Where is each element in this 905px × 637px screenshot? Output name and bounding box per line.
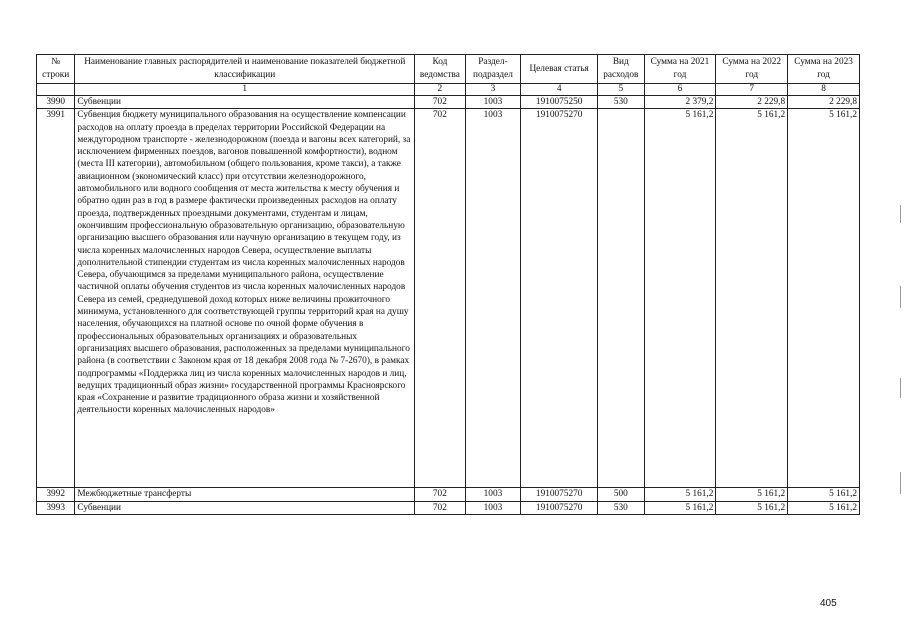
row-section: 1003	[465, 109, 521, 488]
row-number: 3991	[37, 109, 75, 488]
row-expense-type: 500	[598, 488, 645, 501]
header-sum-2023: Сумма на 2023 год	[788, 55, 860, 84]
row-number: 3992	[37, 488, 75, 501]
column-number: 3	[465, 84, 521, 96]
row-number: 3990	[37, 96, 75, 109]
row-sum-2023: 5 161,2	[788, 501, 860, 514]
header-department-code: Код ведомства	[415, 55, 466, 84]
row-expense-type	[598, 109, 645, 488]
column-number: 8	[788, 84, 860, 96]
header-name: Наименование главных распорядителей и наименование показателей бюджетной классификации	[75, 55, 415, 84]
row-sum-2022: 5 161,2	[716, 501, 788, 514]
table-row	[37, 501, 860, 514]
scan-edge-mark	[900, 378, 901, 398]
column-number: 7	[716, 84, 788, 96]
row-sum-2023: 5 161,2	[788, 488, 860, 501]
scan-edge-mark	[900, 205, 901, 223]
row-department-code: 702	[415, 96, 466, 109]
scan-edge-mark	[900, 472, 901, 494]
row-sum-2021: 5 161,2	[644, 109, 716, 488]
header-sum-2022: Сумма на 2022 год	[716, 55, 788, 84]
row-target-article: 1910075250	[521, 96, 598, 109]
row-expense-type: 530	[598, 501, 645, 514]
column-number: 4	[521, 84, 598, 96]
row-sum-2022: 5 161,2	[716, 488, 788, 501]
row-section: 1003	[465, 488, 521, 501]
column-number	[37, 84, 75, 96]
row-department-code: 702	[415, 109, 466, 488]
row-department-code: 702	[415, 501, 466, 514]
row-target-article: 1910075270	[521, 501, 598, 514]
column-number: 6	[644, 84, 716, 96]
header-row-number: № строки	[37, 55, 75, 84]
row-number: 3993	[37, 501, 75, 514]
budget-table	[36, 54, 860, 515]
column-number: 2	[415, 84, 466, 96]
page-number: 405	[820, 598, 837, 609]
row-target-article: 1910075270	[521, 109, 598, 488]
row-sum-2023: 5 161,2	[788, 109, 860, 488]
row-target-article: 1910075270	[521, 488, 598, 501]
row-sum-2023: 2 229,8	[788, 96, 860, 109]
row-name: Субвенции	[75, 501, 415, 514]
column-number: 5	[598, 84, 645, 96]
header-row	[37, 55, 860, 84]
row-section: 1003	[465, 501, 521, 514]
row-name: Субвенции	[75, 96, 415, 109]
row-section: 1003	[465, 96, 521, 109]
header-section: Раздел-подраздел	[465, 55, 521, 84]
row-name: Межбюджетные трансферты	[75, 488, 415, 501]
header-expense-type: Вид расходов	[598, 55, 645, 84]
row-sum-2021: 5 161,2	[644, 501, 716, 514]
header-sum-2021: Сумма на 2021 год	[644, 55, 716, 84]
row-sum-2022: 5 161,2	[716, 109, 788, 488]
row-sum-2021: 5 161,2	[644, 488, 716, 501]
row-name: Субвенция бюджету муниципального образования на осуществление компенсации расходов на оплату проезда в пределах территории Российской Федерации на междугородном транспорте - железнодорожном (поезда и вагоны всех категорий, за исключением фирменных поездов, вагонов повышенной комфортности), водном (места III категории), автомобильном (общего пользования, кроме такси), а также авиационном (экономический класс) при отсутствии железнодорожного, автомобильного или водного сообщения от места жительства к месту обучения и обратно один раз в год в размере фактически произведенных расходов на оплату проезда, подтвержденных проездными документами, студентам и лицам, окончившим профессиональную образовательную организацию, образовательную организацию высшего образования или научную организацию в текущем году, из числа коренных малочисленных народов Севера, осуществление выплаты дополнительной стипендии студентам из числа коренных малочисленных народов Севера, обучающимся за пределами муниципального района, осуществление частичной оплаты обучения студентов из числа коренных малочисленных народов Севера из семей, среднедушевой доход которых ниже величины прожиточного минимума, установленного для соответствующей группы территорий края на душу населения, обучающихся на платной основе по очной форме обучения в профессиональных образовательных организациях и образовательных организациях высшего образования, расположенных за пределами муниципального района (в соответствии с Законом края от 18 декабря 2008 года № 7-2670), в рамках подпрограммы «Поддержка лиц из числа коренных малочисленных народов и лиц, ведущих традиционный образ жизни» государственной программы Красноярского края «Сохранение и развитие традиционного образа жизни и хозяйственной деятельности коренных малочисленных народов»	[75, 109, 415, 488]
header-target-article: Целевая статья	[521, 55, 598, 84]
row-department-code: 702	[415, 488, 466, 501]
table-row	[37, 488, 860, 501]
row-sum-2021: 2 379,2	[644, 96, 716, 109]
scan-edge-mark	[900, 286, 901, 308]
table-row	[37, 96, 860, 109]
column-number-row	[37, 84, 860, 96]
row-expense-type: 530	[598, 96, 645, 109]
column-number: 1	[75, 84, 415, 96]
table-row	[37, 109, 860, 488]
row-sum-2022: 2 229,8	[716, 96, 788, 109]
